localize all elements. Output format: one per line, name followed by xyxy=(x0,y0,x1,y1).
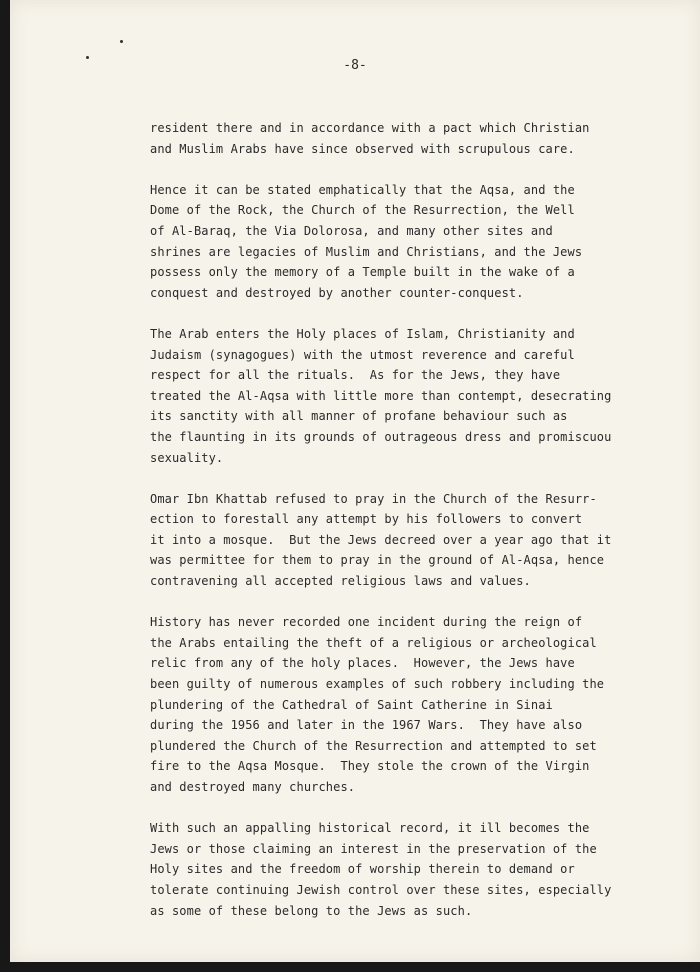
text-line: been guilty of numerous examples of such robbery including the xyxy=(150,677,605,692)
document-page xyxy=(10,0,700,962)
text-line: Judaism (synagogues) with the utmost reverence and careful xyxy=(150,347,575,362)
text-line: respect for all the rituals. As for the Jews, they have xyxy=(150,368,561,383)
ink-speck xyxy=(120,40,123,43)
page-number: -8- xyxy=(343,58,367,73)
text-line: resident there and in accordance with a pact which Christian xyxy=(150,121,590,135)
paragraph xyxy=(150,489,690,592)
text-line: of Al-Baraq, the Via Dolorosa, and many other sites and xyxy=(150,223,553,238)
text-line: Holy sites and the freedom of worship therein to demand or xyxy=(150,862,575,877)
text-line: its sanctity with all manner of profane behaviour such as xyxy=(150,409,568,424)
document-body xyxy=(150,118,690,942)
text-line: Omar Ibn Khattab refused to pray in the Church of the Resurr- xyxy=(150,491,597,506)
text-line: contravening all accepted religious laws and values. xyxy=(150,574,531,589)
text-line: History has never recorded one incident during the reign of xyxy=(150,615,583,630)
text-line: ection to forestall any attempt by his followers to convert xyxy=(150,512,583,527)
text-line: Jews or those claiming an interest in the preservation of the xyxy=(150,841,597,856)
text-line: and Muslim Arabs have since observed with scrupulous care. xyxy=(150,141,575,156)
text-line: was permittee for them to pray in the ground of Al-Aqsa, hence xyxy=(150,553,605,568)
text-line: shrines are legacies of Muslim and Christians, and the Jews xyxy=(150,244,583,259)
paragraph xyxy=(150,180,690,304)
text-line: The Arab enters the Holy places of Islam, Christianity and xyxy=(150,326,575,341)
text-line: sexuality. xyxy=(150,450,224,465)
paragraph xyxy=(150,612,690,797)
text-line: it into a mosque. But the Jews decreed over a year ago that it xyxy=(150,532,612,547)
paragraph xyxy=(150,118,690,159)
text-line: as some of these belong to the Jews as such. xyxy=(150,903,473,918)
text-line: Dome of the Rock, the Church of the Resurrection, the Well xyxy=(150,203,575,218)
text-line: during the 1956 and later in the 1967 Wars. They have also xyxy=(150,718,583,733)
text-line: fire to the Aqsa Mosque. They stole the crown of the Virgin xyxy=(150,759,590,774)
text-line: plundering of the Cathedral of Saint Catherine in Sinai xyxy=(150,697,553,712)
paragraph xyxy=(150,818,690,921)
paragraph xyxy=(150,324,690,468)
text-line: With such an appalling historical record, it ill becomes the xyxy=(150,821,590,836)
text-line: treated the Al-Aqsa with little more than contempt, desecrating xyxy=(150,388,612,403)
text-line: relic from any of the holy places. However, the Jews have xyxy=(150,656,575,671)
text-line: possess only the memory of a Temple built in the wake of a xyxy=(150,265,575,280)
text-line: tolerate continuing Jewish control over these sites, especially xyxy=(150,882,612,897)
text-line: conquest and destroyed by another counter-conquest. xyxy=(150,285,524,300)
text-line: the Arabs entailing the theft of a religious or archeological xyxy=(150,635,597,650)
text-line: Hence it can be stated emphatically that the Aqsa, and the xyxy=(150,182,575,197)
text-line: plundered the Church of the Resurrection and attempted to set xyxy=(150,738,597,753)
text-line: the flaunting in its grounds of outrageous dress and promiscuou xyxy=(150,429,612,444)
text-line: and destroyed many churches. xyxy=(150,780,356,794)
